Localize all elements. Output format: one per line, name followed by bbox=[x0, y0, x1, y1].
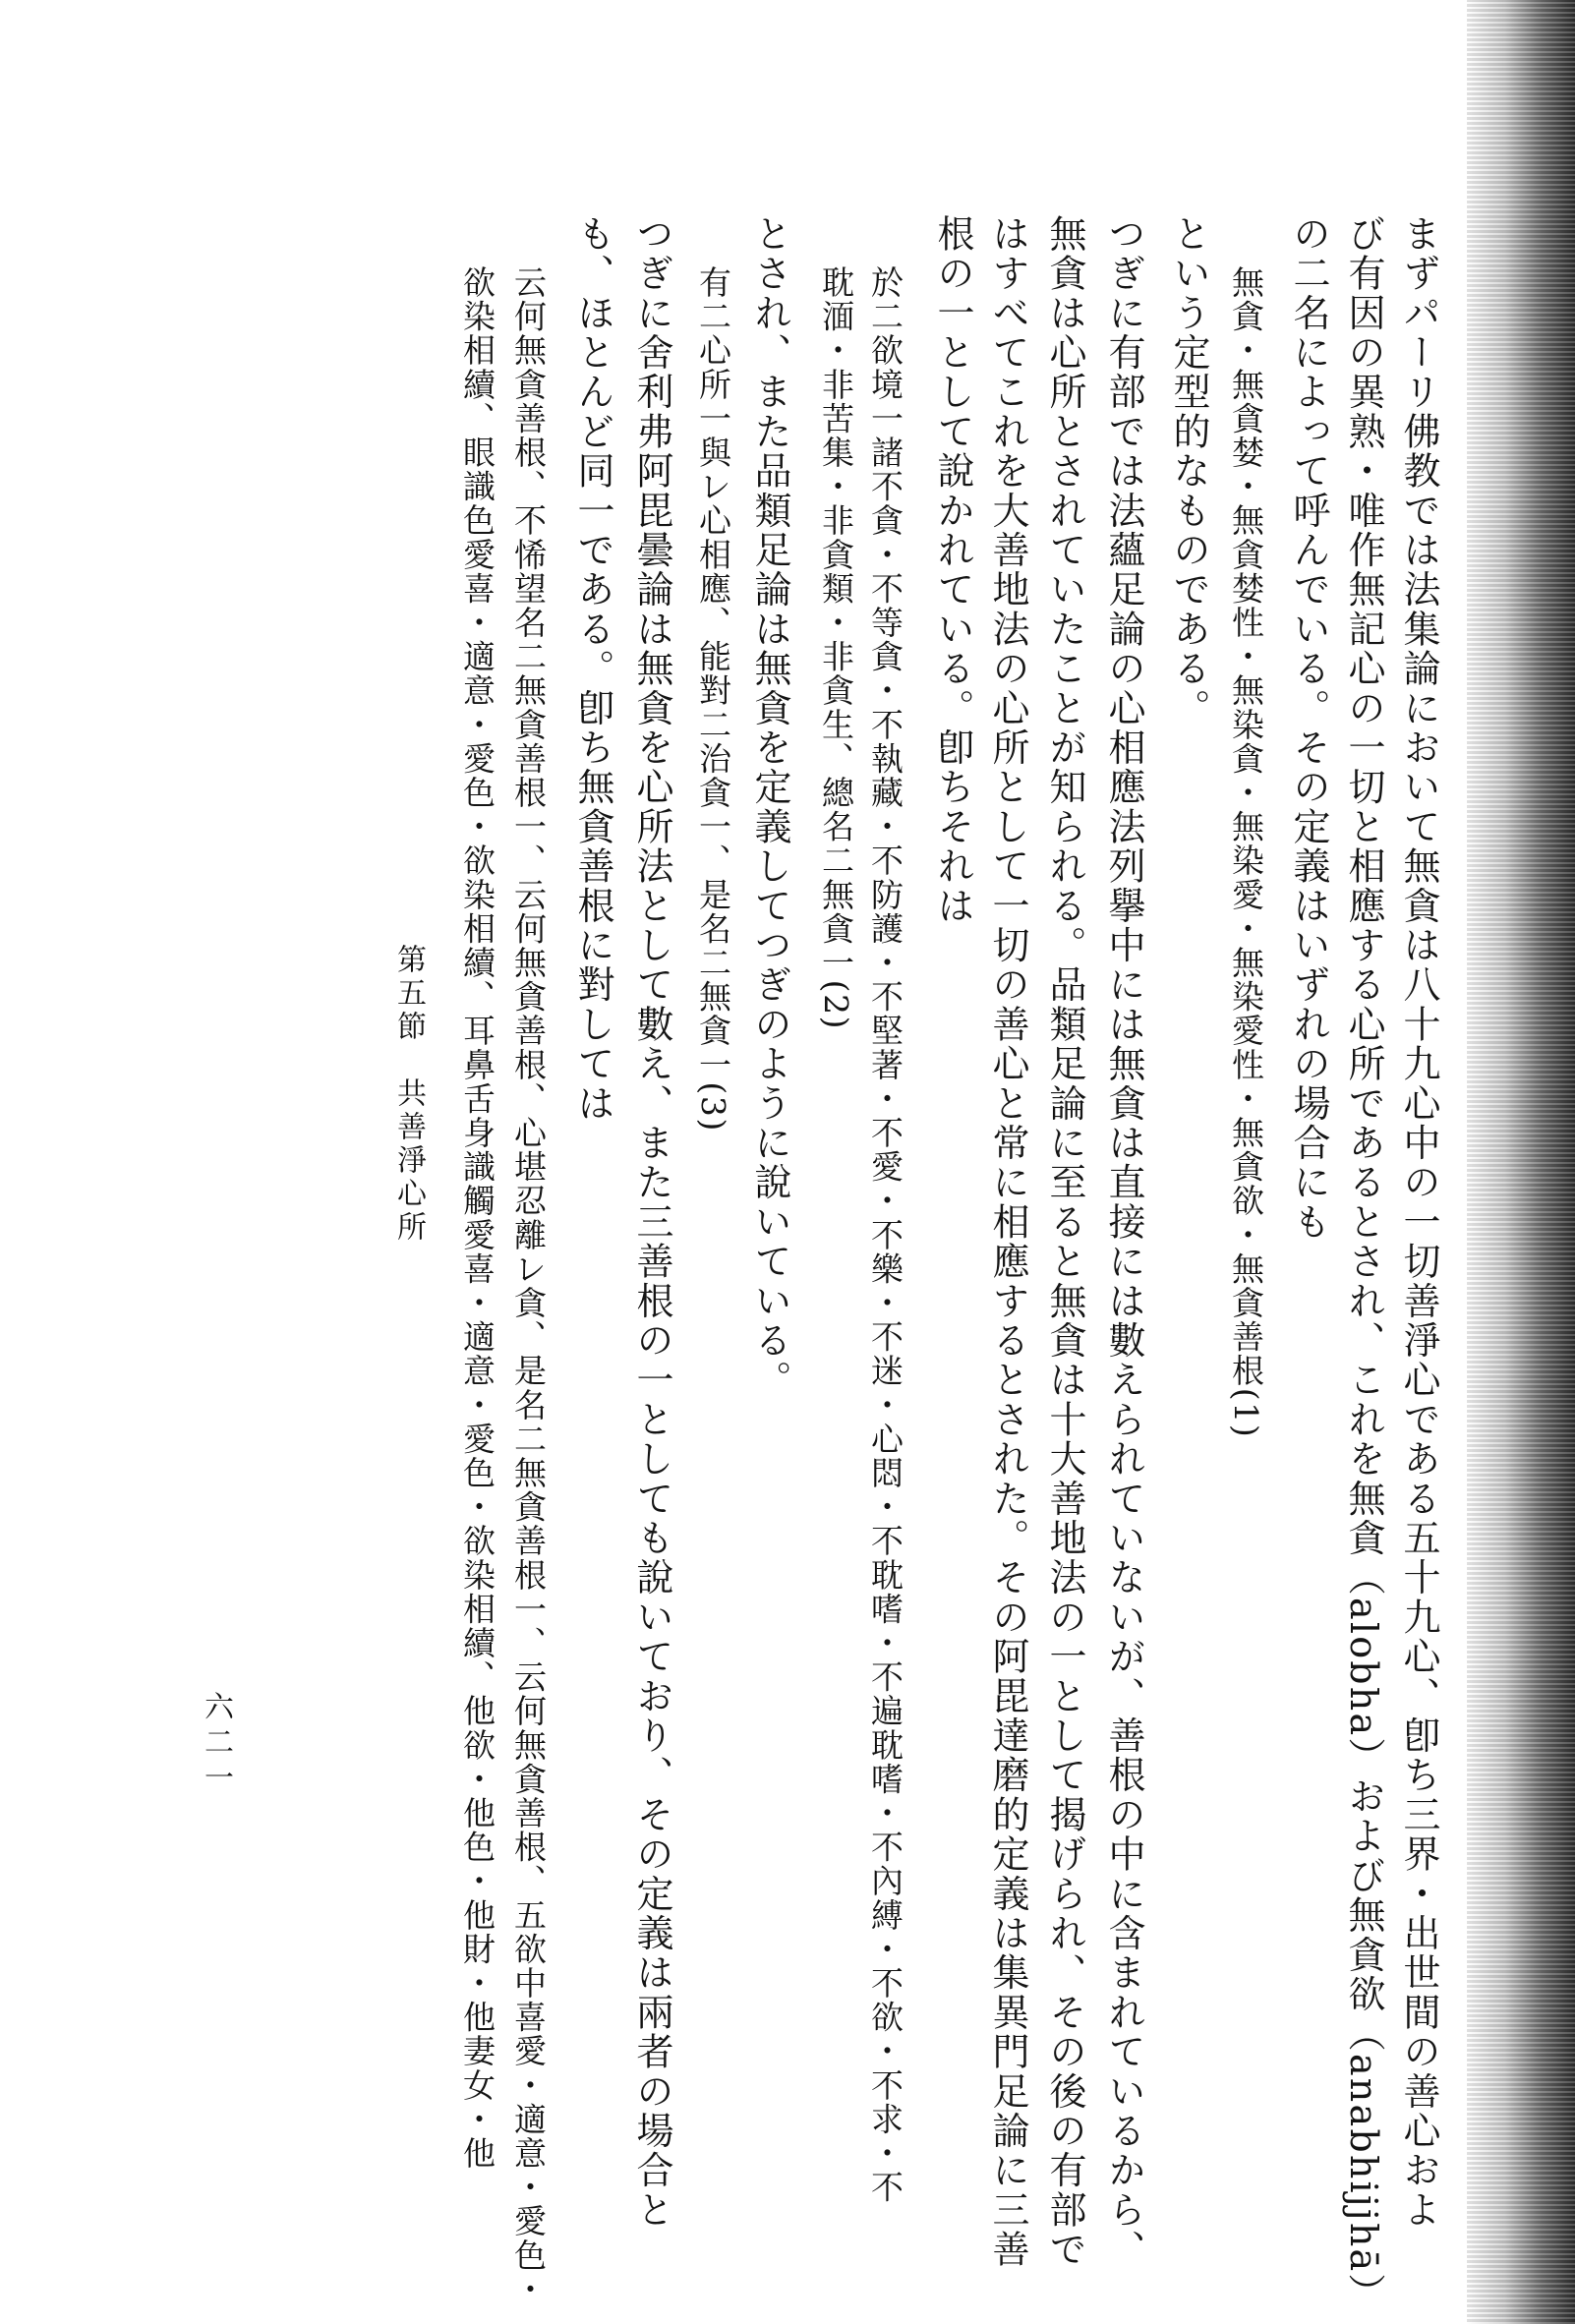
quote-line-5: 云何無貪善根、不悕望名二無貪善根一、云何無貪善根、心堪忍離レ貪、是名二無貪善根一、云何無貪善根、五欲中喜愛・適意・愛色・ bbox=[509, 265, 548, 2306]
quote-line-1: 無貪・無貪婪・無貪婪性・無染貪・無染愛・無染愛性・無貪欲・無貪善根(1) bbox=[1227, 265, 1265, 1439]
quote-line-4: 有二心所一與レ心相應、能對二治貪一、是名二無貪一(3) bbox=[694, 265, 732, 1133]
section-title: 第五節 共善淨心所 bbox=[391, 944, 426, 1245]
text-line-8: 根の一として說かれている。卽ちそれは bbox=[931, 214, 974, 926]
text-line-1: まずパーリ佛教では法集論において無貪は八十九心中の一切善淨心である五十九心、卽ち三界・出世間の善心およ bbox=[1397, 214, 1440, 2231]
text-line-10: つぎに舍利弗阿毘曇論は無貪を心所法として數え、また三善根の一としても說いており、その定義は兩者の場合と bbox=[630, 214, 673, 2231]
quote-line-6: 欲染相續、眼識色愛喜・適意・愛色・欲染相續、耳鼻舌身識觸愛喜・適意・愛色・欲染相續、他欲・他色・他財・他妻女・他 bbox=[458, 265, 496, 2171]
text-line-11: も、ほとんど同一である。卽ち無貪善根に對しては bbox=[571, 214, 614, 1124]
text-line-5: つぎに有部では法蘊足論の心相應法列擧中には無貪は直接には數えられていないが、善根の中に含まれているから、 bbox=[1102, 214, 1145, 2270]
text-line-7: はすべてこれを大善地法の心所として一切の善心と常に相應するとされた。その阿毘達磨的定義は集異門足論に三善 bbox=[986, 214, 1029, 2270]
text-line-4: という定型的なものである。 bbox=[1167, 214, 1210, 728]
text-line-9: とされ、また品類足論は無貪を定義してつぎのように說いている。 bbox=[748, 214, 791, 1400]
quote-line-3: 耽湎・非苦集・非貪類・非貪生、總名二無貪一(2) bbox=[817, 265, 855, 1031]
text-line-6: 無貪は心所とされていたことが知られる。品類足論に至ると無貪は十大善地法の一として揭げられ、その後の有部で bbox=[1043, 214, 1086, 2270]
quote-line-2: 於二欲境一諸不貪・不等貪・不執藏・不防護・不堅著・不愛・不樂・不迷・心悶・不耽嗜・不遍耽嗜・不內縛・不欲・不求・不 bbox=[866, 265, 904, 2205]
text-line-2: び有因の異熟・唯作無記心の一切と相應する心所であるとされ、これを無貪（alobha）および無貪欲（anabhijjhā） bbox=[1342, 214, 1385, 2313]
page-number: 六二一 bbox=[199, 1691, 233, 1797]
text-line-3: の二名によって呼んでいる。その定義はいずれの場合にも bbox=[1287, 214, 1330, 1243]
scan-edge-shadow bbox=[1467, 0, 1575, 2324]
